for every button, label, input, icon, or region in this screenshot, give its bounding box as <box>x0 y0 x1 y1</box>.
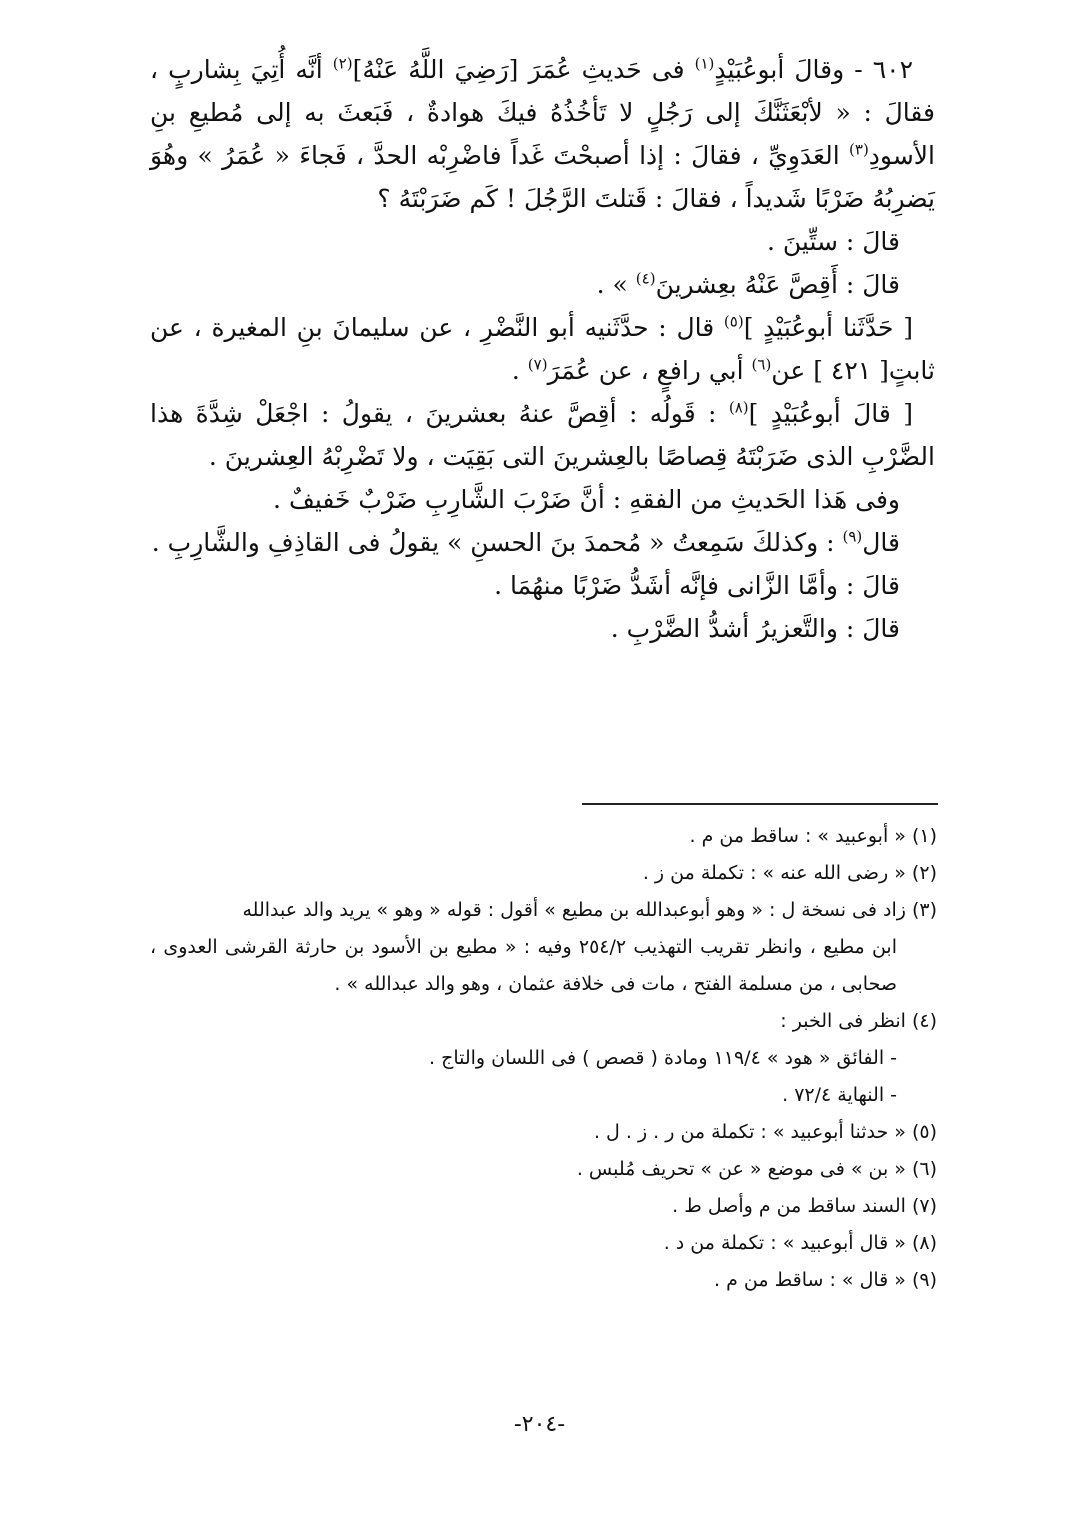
page-number: -٢٠٤- <box>513 1412 566 1437</box>
footnote-8: (٨) « قال أبوعبيد » : تكملة من د . <box>663 1232 937 1254</box>
text-segment: قال : حدَّثَنيه أبو النَّضْرِ ، عن سليمانَ بنِ المغيرة ، عن ثابتٍ[ ٤٢١ ] عن <box>150 313 935 385</box>
commentary-paragraph <box>150 392 935 478</box>
footnote-ref-2[interactable]: (٢) <box>332 54 353 73</box>
footnote-3: (٣) زاد فى نسخة ل : « وهو أبوعبدالله بن مطيع » أقول : قوله « وهو » يريد والد عبدالله <box>242 899 937 921</box>
footnote-7: (٧) السند ساقط من م وأصل ط . <box>672 1195 937 1217</box>
footnote-ref-4[interactable]: (٤) <box>635 269 656 288</box>
isnad-paragraph <box>150 306 935 392</box>
footnote-9: (٩) « قال » : ساقط من م . <box>714 1269 937 1291</box>
text-segment: قالَ : ستِّينَ . <box>766 227 900 256</box>
footnote-4-item: - النهاية ٧٢/٤ . <box>782 1084 897 1106</box>
footnote-ref-6[interactable]: (٦) <box>751 355 772 374</box>
dialogue-line <box>150 521 935 564</box>
text-segment: قالَ : والتَّعزيرُ أشدُّ الضَّرْبِ . <box>610 614 900 643</box>
text-segment: قالَ : أَقِصَّ عَنْهُ بعِشرينَ <box>655 270 900 299</box>
text-segment: قال <box>862 528 900 557</box>
dialogue-line <box>150 263 935 306</box>
text-segment: . <box>511 356 528 385</box>
text-segment: : قَولُه : أقِصَّ عنهُ بعشرينَ ، يقولُ : اجْعَلْ شِدَّةَ هذا الضَّرْبِ الذى ضَرَبْتَهُ قِصاصًا بالعِشرينَ التى بَقِيَت ، ولا تَضْرِبْهُ العِشرينَ . <box>150 399 935 471</box>
text-segment: قالَ : وأمَّا الزَّانى فإنَّه أشَدُّ ضَرْبًا منهُمَا . <box>494 571 900 600</box>
text-segment: أبي رافعٍ ، عن عُمَرَ <box>547 356 752 385</box>
dialogue-line <box>150 220 935 263</box>
text-segment: ٦٠٢ - وقالَ أبوعُبَيْدٍ <box>714 55 914 84</box>
text-segment: [ قالَ أبوعُبَيْدٍ ] <box>748 399 914 428</box>
footnotes-section <box>150 818 937 1299</box>
fiqh-line <box>150 478 935 521</box>
footnote-ref-5[interactable]: (٥) <box>723 312 744 331</box>
dialogue-line <box>150 607 935 650</box>
footnote-4-item: - الفائق « هود » ١١٩/٤ ومادة ( قصص ) فى اللسان والتاج . <box>428 1047 897 1069</box>
footnote-1: (١) « أبوعبيد » : ساقط من م . <box>689 825 937 847</box>
footnote-2: (٢) « رضى الله عنه » : تكملة من ز . <box>642 862 937 884</box>
text-segment: وفى هَذا الحَديثِ من الفقهِ : أنَّ ضَرْبَ الشَّارِبِ ضَرْبٌ خَفيفٌ . <box>273 485 900 514</box>
footnote-5: (٥) « حدثنا أبوعبيد » : تكملة من ر . ز . ل . <box>593 1121 937 1143</box>
footnote-4: (٤) انظر فى الخبر : <box>780 1010 937 1032</box>
footnote-ref-9[interactable]: (٩) <box>842 527 863 546</box>
footnote-ref-3[interactable]: (٣) <box>849 140 869 159</box>
main-text-body <box>150 48 935 650</box>
paragraph-602 <box>150 48 935 220</box>
footnote-3-continuation: ابن مطيع ، وانظر تقريب التهذيب ٢٥٤/٢ وفيه : « مطيع بن الأسود بن حارثة القرشى العدوى ، صحابى ، من مسلمة الفتح ، مات فى خلافة عثمان ، وهو والد عبدالله » . <box>150 936 897 995</box>
text-segment: : وكذلكَ سَمِعتُ « مُحمدَ بنَ الحسنِ » يقولُ فى القاذِفِ والشَّارِبِ . <box>151 528 843 557</box>
footnote-separator <box>582 803 938 805</box>
footnote-ref-1[interactable]: (١) <box>694 54 715 73</box>
footnote-6: (٦) « بن » فى موضع « عن » تحريف مُلبس . <box>576 1158 937 1180</box>
dialogue-line <box>150 564 935 607</box>
text-segment: أنَّه أُتِيَ بِشاربٍ ، فقالَ : « لأبْعَثَنَّكَ إلى رَجُلٍ لا تَأخُذُهُ فيكَ هوادةٌ ، فَبَعثَ به إلى مُطيعِ بنِ الأسودِ <box>150 55 935 170</box>
text-segment: » . <box>596 270 636 299</box>
text-segment: [ حَدَّثَنا أبوعُبَيْدٍ ] <box>743 313 913 342</box>
text-segment: فى حَديثِ عُمَرَ [رَضِيَ اللَّهُ عَنْهُ] <box>352 55 695 84</box>
footnote-ref-7[interactable]: (٧) <box>527 355 548 374</box>
text-segment: العَدَوِيِّ ، فقالَ : إذا أصبحْتَ غَداً فاضْرِبْه الحدَّ ، فَجاءَ « عُمَرُ » وهُوَ يَضرِبُهُ ضَرْبًا شَديداً ، فقالَ : قَتلتَ الرَّجُلَ ! كَم ضَرَبْتَهُ ؟ <box>150 141 935 213</box>
footnote-ref-8[interactable]: (٨) <box>728 398 749 417</box>
